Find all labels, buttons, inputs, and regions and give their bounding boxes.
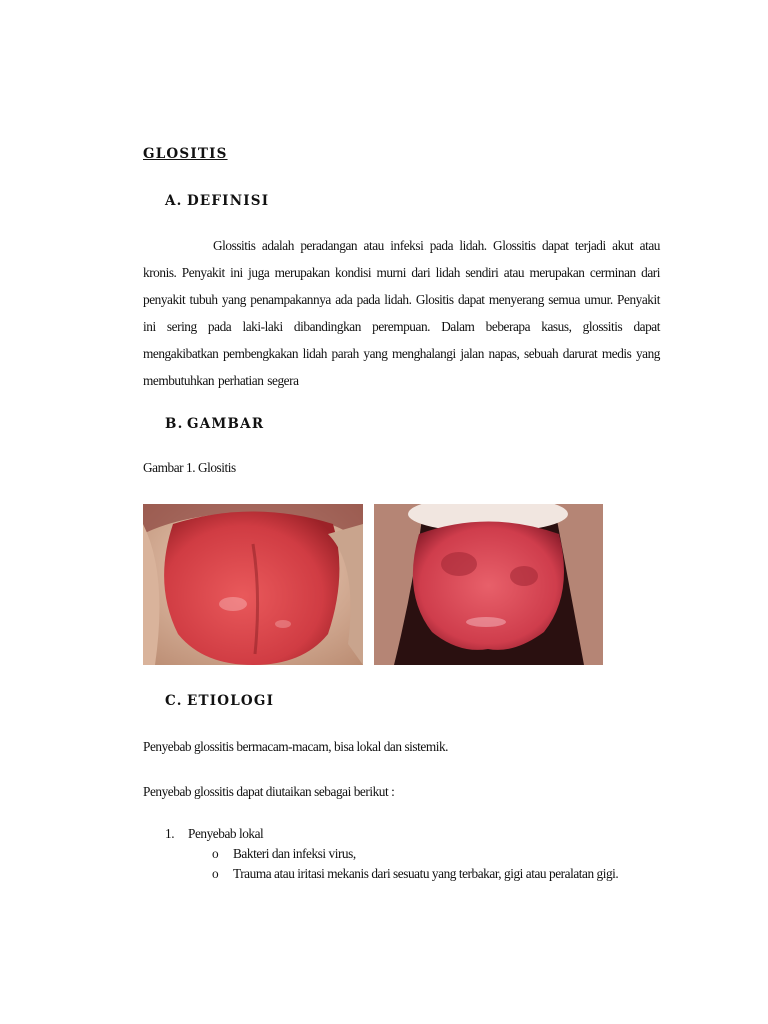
tongue-photo-right-image xyxy=(374,504,603,665)
figure-caption: Gambar 1. Glositis xyxy=(143,460,236,475)
list-number: 1. xyxy=(165,826,175,841)
section-label: GAMBAR xyxy=(187,416,265,432)
section-letter: B. xyxy=(165,416,184,432)
list-item-penyebab-lokal xyxy=(165,826,263,842)
document-title: GLOSITIS xyxy=(143,146,228,162)
section-label: DEFINISI xyxy=(187,193,270,209)
bullet-text: Trauma atau iritasi mekanis dari sesuatu yang terbakar, gigi atau peralatan gigi. xyxy=(233,866,619,881)
definisi-paragraph xyxy=(143,232,660,394)
definisi-text: Glossitis adalah peradangan atau infeksi pada lidah. Glossitis dapat terjadi akut atau kronis. Penyakit ini juga merupakan kondisi murni dari lidah sendiri atau merupakan cerminan dari penyakit tubuh yang penampakannya ada pada lidah. Glositis dapat menyerang semua umur. Penyakit ini sering pada laki-laki dibandingkan perempuan. Dalam beberapa kasus, glossitis dapat mengakibatkan pembengkakan lidah parah yang menghalangi jalan napas, sebuah darurat medis yang membutuhkan perhatian segera xyxy=(143,238,660,388)
section-heading-definisi xyxy=(165,193,269,209)
bullet-glyph: o xyxy=(212,866,219,881)
list-label: Penyebab lokal xyxy=(188,826,264,841)
bullet-item xyxy=(212,866,618,882)
section-label: ETIOLOGI xyxy=(187,693,275,709)
bullet-item xyxy=(212,846,356,862)
etiologi-intro: Penyebab glossitis bermacam-macam, bisa lokal dan sistemik. xyxy=(143,739,449,754)
glossitis-photo-left xyxy=(143,504,363,665)
section-letter: C. xyxy=(165,693,183,709)
glossitis-photo-right xyxy=(374,504,603,665)
bullet-glyph: o xyxy=(212,846,219,861)
tongue-photo-left-image xyxy=(143,504,363,665)
etiologi-list-intro: Penyebab glossitis dapat diutaikan sebagai berikut : xyxy=(143,784,395,799)
section-letter: A. xyxy=(165,193,183,209)
section-heading-gambar xyxy=(165,416,264,432)
bullet-text: Bakteri dan infeksi virus, xyxy=(233,846,356,861)
section-heading-etiologi xyxy=(165,693,274,709)
